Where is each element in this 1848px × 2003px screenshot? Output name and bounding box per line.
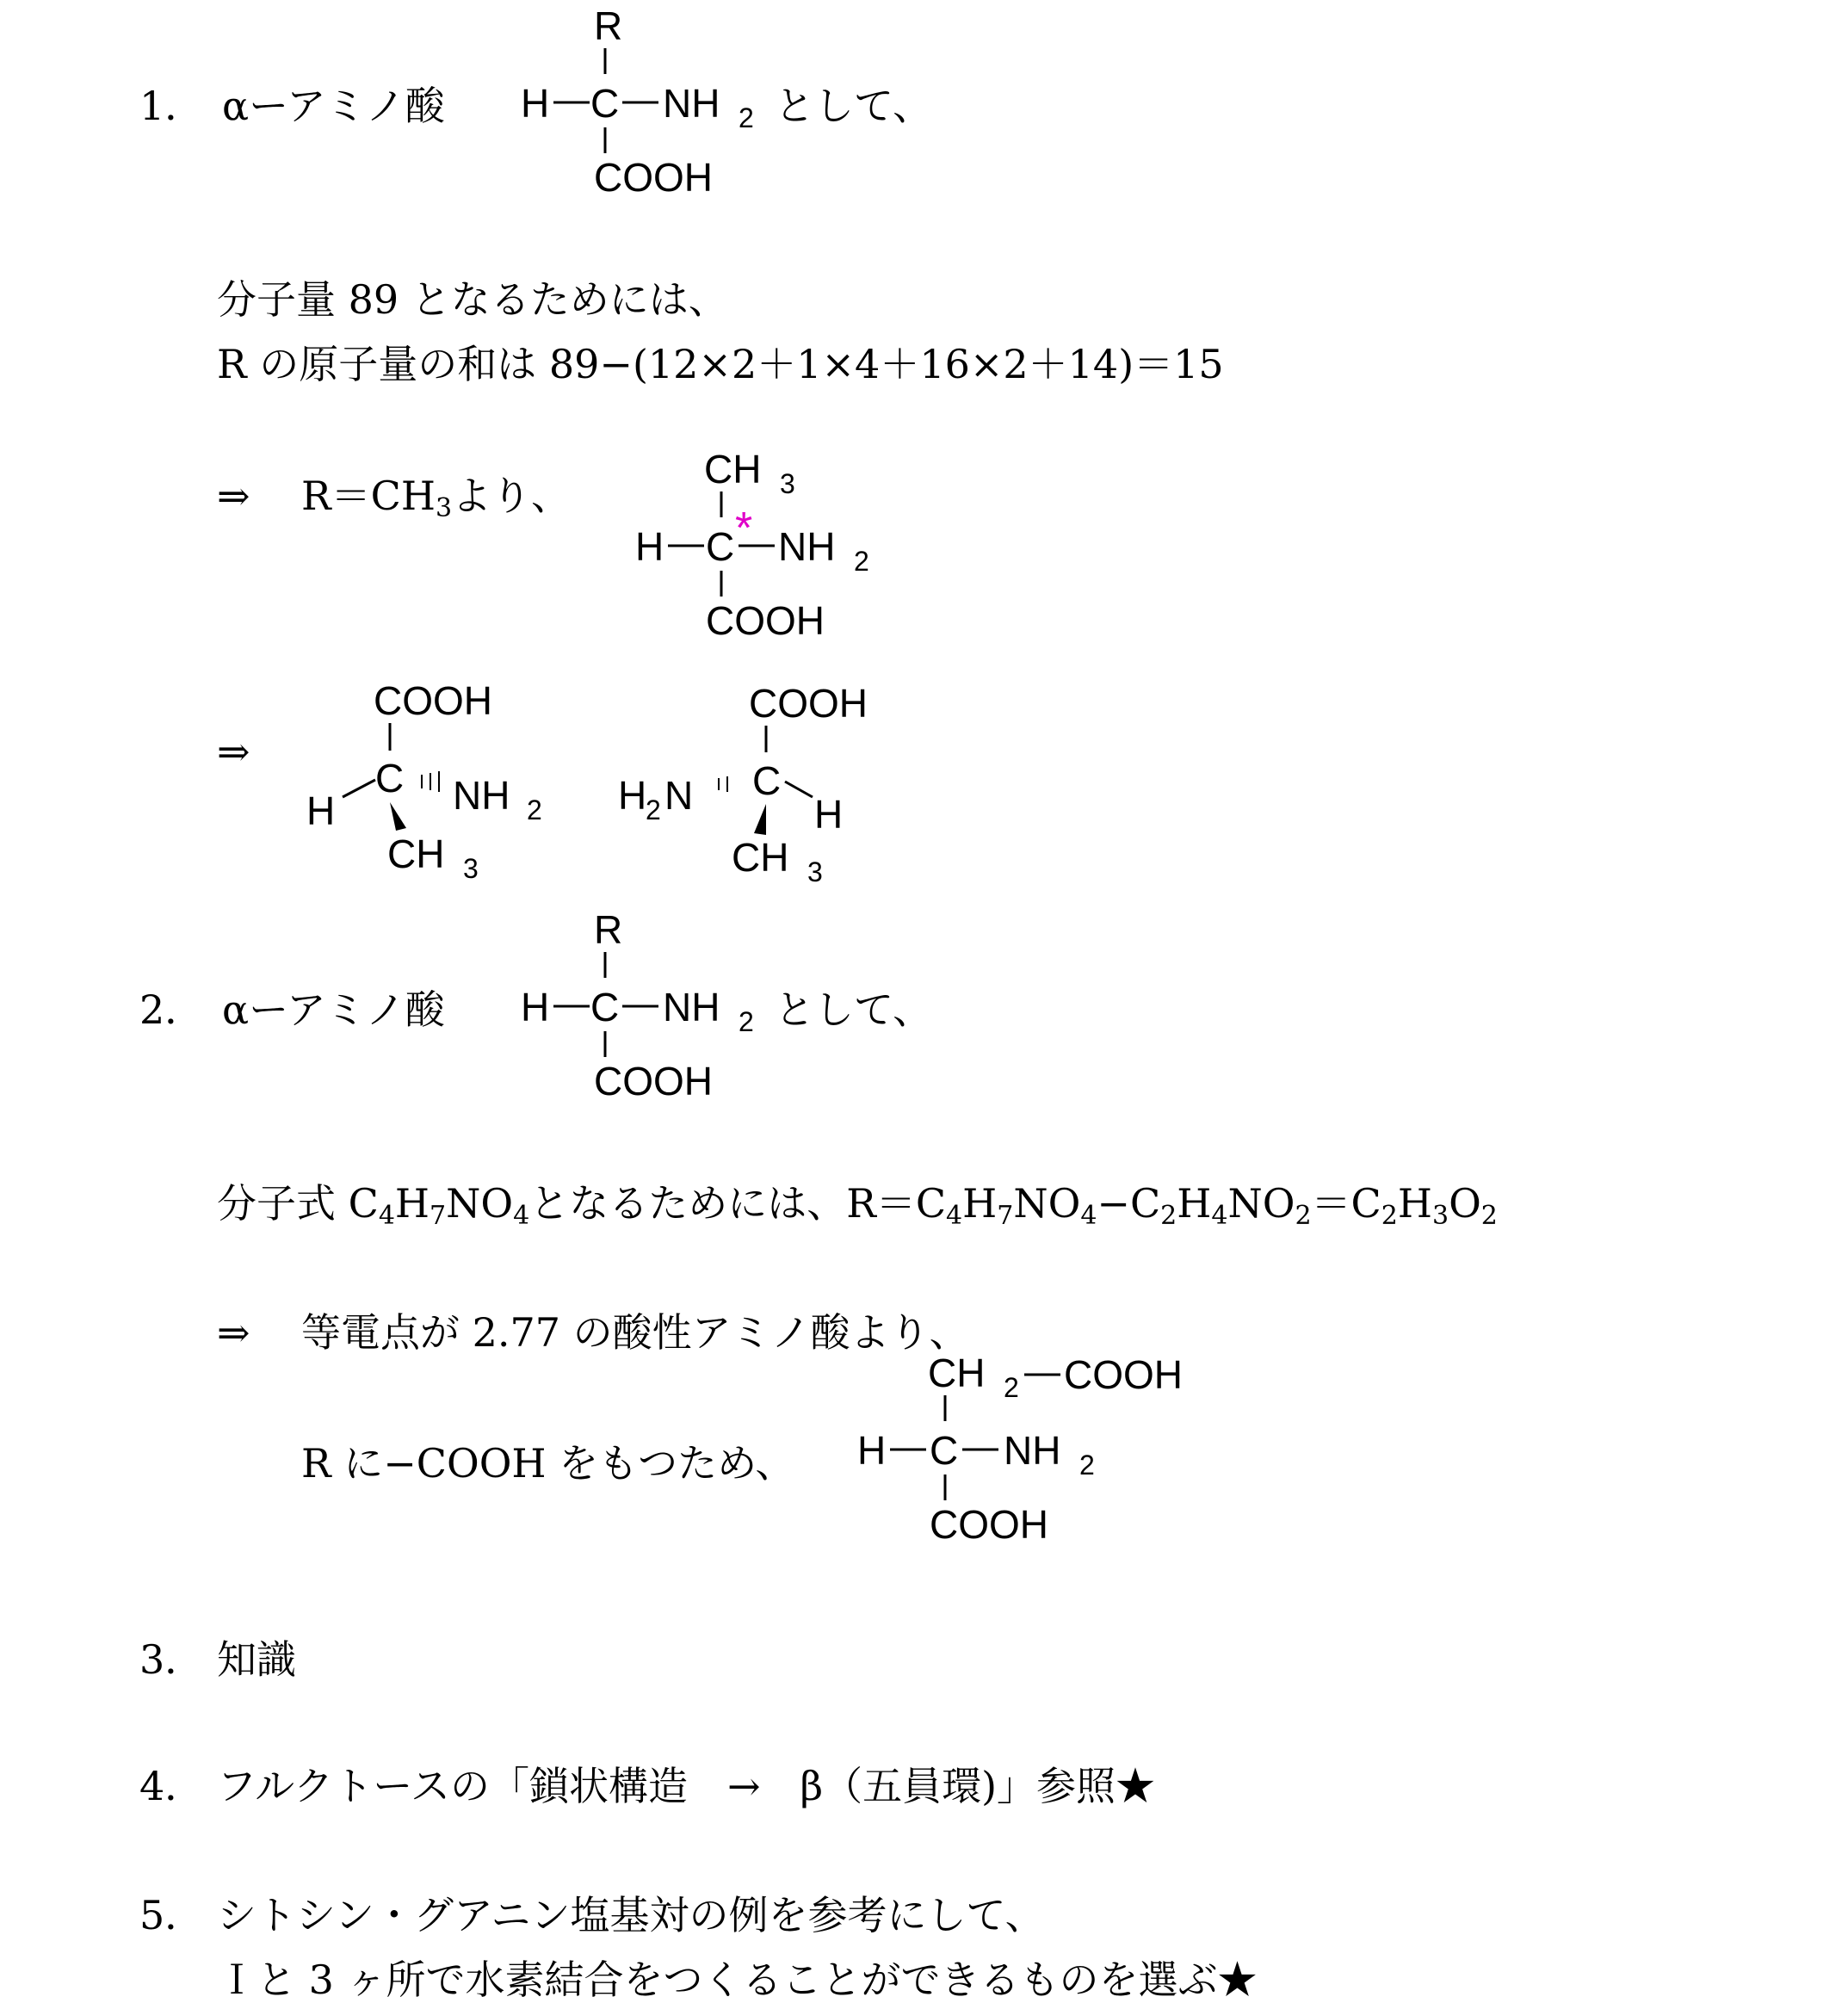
q2-isoelectric-point-line: 等電点が 2.77 の酸性アミノ酸より、 bbox=[301, 1309, 969, 1356]
carboxyl-label: COOH bbox=[706, 598, 825, 643]
q5-line-1: シトシン・グアニン塩基対の例を参考にして、 bbox=[217, 1892, 1045, 1938]
q1-intro: αーアミノ酸 bbox=[222, 83, 445, 129]
q1-alanine-structure bbox=[620, 443, 895, 650]
amino-subscript: 2 bbox=[739, 102, 754, 133]
methylene-subscript: 2 bbox=[1004, 1372, 1019, 1403]
carboxyl-label: COOH bbox=[594, 1059, 713, 1104]
carbon-label: C bbox=[930, 1428, 959, 1473]
methyl-subscript: 3 bbox=[780, 468, 795, 499]
amino-label: NH bbox=[663, 81, 720, 126]
q1-atomic-weight-sum-line: R の原子量の和は 89−(12×2＋1×4＋16×2＋14)＝15 bbox=[217, 341, 1224, 387]
carbon-label: C bbox=[590, 81, 620, 126]
methyl-subscript: 3 bbox=[463, 853, 479, 884]
q2-arrow: ⇒ bbox=[217, 1309, 250, 1356]
hydrogen-label: H bbox=[618, 773, 647, 818]
q2-cooh-line: R に−COOH をもつため、 bbox=[301, 1440, 795, 1487]
r-equals-text: R＝CH bbox=[301, 473, 436, 519]
hydrogen-subscript: 2 bbox=[646, 794, 661, 825]
q2-suffix: として、 bbox=[775, 986, 933, 1033]
q1-enantiomer-right-structure bbox=[603, 680, 895, 887]
q1-generic-amino-acid-structure bbox=[508, 0, 792, 207]
hydrogen-label: H bbox=[857, 1428, 887, 1473]
amino-subscript: 2 bbox=[739, 1006, 754, 1037]
carbon-label: C bbox=[590, 985, 620, 1029]
q2-aspartic-acid-structure bbox=[844, 1347, 1222, 1554]
hydrogen-label: H bbox=[521, 81, 550, 126]
amino-subscript: 2 bbox=[527, 794, 542, 825]
q1-r-equals-ch3 bbox=[301, 473, 572, 523]
amino-subscript: 2 bbox=[854, 546, 869, 577]
r-equals-suffix: より、 bbox=[452, 473, 572, 519]
methyl-label: CH bbox=[732, 835, 789, 880]
q3-number: 3． bbox=[139, 1636, 205, 1683]
q5-number: 5． bbox=[139, 1892, 205, 1938]
side-chain-carboxyl-label: COOH bbox=[1064, 1352, 1183, 1397]
carboxyl-label: COOH bbox=[749, 681, 868, 726]
q2-number: 2． bbox=[139, 986, 205, 1033]
bond-c-h bbox=[343, 780, 375, 797]
hydrogen-label: H bbox=[635, 524, 664, 569]
hydrogen-label-right: H bbox=[814, 792, 844, 837]
q1-number: 1． bbox=[139, 83, 205, 129]
methylene-label: CH bbox=[928, 1351, 986, 1395]
nitrogen-label: N bbox=[664, 773, 694, 818]
q2-intro: αーアミノ酸 bbox=[222, 986, 445, 1033]
carboxyl-label: COOH bbox=[374, 678, 492, 723]
amino-label: NH bbox=[453, 773, 510, 818]
r-group-label: R bbox=[594, 3, 623, 48]
q4-text: フルクトースの「鎖状構造 → β（五員環)」参照★ bbox=[217, 1763, 1156, 1809]
q2-generic-amino-acid-structure bbox=[508, 904, 792, 1110]
methyl-subscript: 3 bbox=[807, 856, 823, 887]
q1-arrow-1: ⇒ bbox=[217, 473, 250, 519]
methyl-label: CH bbox=[387, 831, 445, 876]
bond-c-h bbox=[785, 782, 813, 797]
q1-suffix: として、 bbox=[775, 83, 933, 129]
carbon-label: C bbox=[706, 524, 735, 569]
chiral-center-star-icon: * bbox=[735, 504, 753, 553]
wedge-bond bbox=[390, 802, 406, 831]
carboxyl-label: COOH bbox=[930, 1502, 1048, 1547]
amino-label: NH bbox=[778, 524, 836, 569]
q1-molecular-weight-line: 分子量 89 となるためには、 bbox=[217, 276, 728, 323]
q2-molecular-formula-line: 分子式 $C_4H_7NO_4$となるためには、$R=C_4H_7NO_4-C_2H_4NO_2=C_2H_3O_2$ bbox=[217, 1180, 1498, 1231]
q4-number: 4． bbox=[139, 1763, 205, 1809]
q3-text: 知識 bbox=[217, 1636, 296, 1683]
carbon-label: C bbox=[752, 758, 782, 803]
r-group-label: R bbox=[594, 907, 623, 952]
q1-arrow-2: ⇒ bbox=[217, 728, 250, 775]
carbon-label: C bbox=[375, 756, 405, 801]
amino-label: NH bbox=[663, 985, 720, 1029]
r-equals-subscript: 3 bbox=[435, 493, 453, 523]
hydrogen-label: H bbox=[306, 788, 336, 833]
wedge-bond bbox=[754, 804, 766, 835]
hydrogen-label: H bbox=[521, 985, 550, 1029]
amino-label: NH bbox=[1004, 1428, 1061, 1473]
methyl-label: CH bbox=[704, 447, 762, 491]
amino-subscript: 2 bbox=[1079, 1450, 1095, 1481]
q1-enantiomer-left-structure bbox=[293, 680, 568, 887]
q5-line-2: Ｉと 3 ヶ所で水素結合をつくることができるものを選ぶ★ bbox=[217, 1957, 1258, 2003]
carboxyl-label: COOH bbox=[594, 155, 713, 200]
